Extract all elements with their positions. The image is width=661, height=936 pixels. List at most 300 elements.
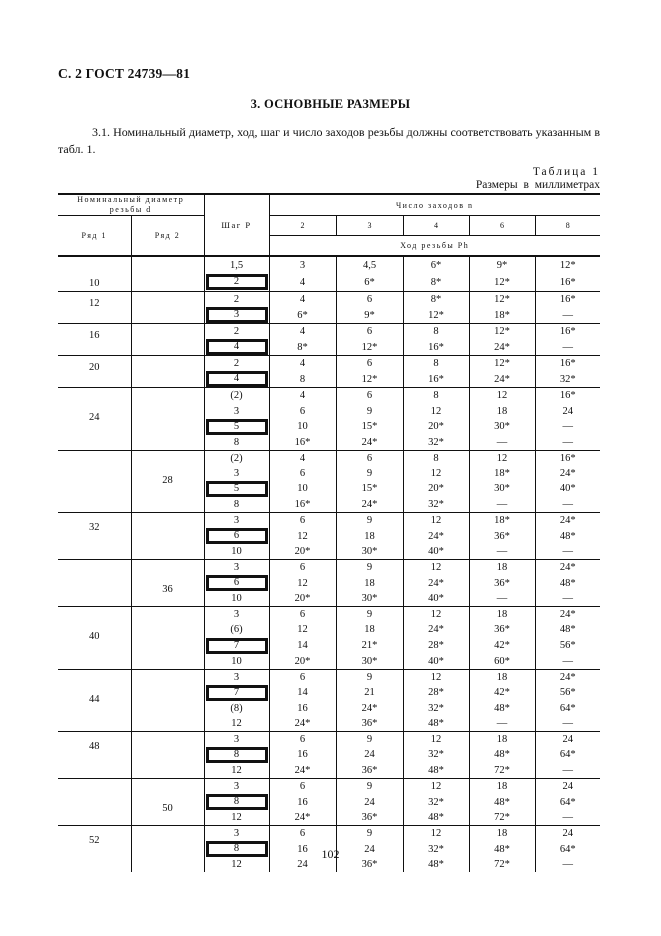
lead-cell-n4: 8* — [403, 274, 469, 292]
lead-cell-n4: 32* — [403, 794, 469, 810]
pitch-value-preferred: 5 — [206, 481, 268, 497]
lead-cell-n8: — — [535, 307, 600, 324]
table-row — [58, 512, 600, 528]
lead-cell-n2: 6 — [269, 731, 336, 747]
lead-cell-n4: 16* — [403, 339, 469, 356]
pitch-value-preferred: 7 — [206, 685, 268, 701]
diameter-row-2-cell — [131, 731, 204, 778]
paragraph-3-1: 3.1. Номинальный диаметр, ход, шаг и число заходов резьбы должны соответствовать указанным в табл. 1. — [58, 125, 600, 156]
lead-cell-n4: 16* — [403, 371, 469, 388]
lead-cell-n8: 24 — [562, 405, 573, 417]
diameter-row-2-cell — [131, 669, 204, 731]
diameter-value: 20 — [89, 362, 100, 374]
lead-cell-n2: 4 — [269, 292, 336, 308]
lead-cell-n2: 4 — [269, 356, 336, 372]
diameter-value: 48 — [89, 740, 100, 752]
lead-cell-n4: 12 — [403, 669, 469, 685]
lead-cell-n8: 24 — [562, 828, 573, 840]
lead-cell-n4: 8 — [403, 450, 469, 466]
pitch-value-preferred: 6 — [206, 575, 268, 591]
table-row — [58, 731, 600, 747]
lead-cell-n3: 9 — [336, 669, 403, 685]
lead-cell-n2: 6 — [269, 826, 336, 842]
lead-cell-n6: 18 — [469, 403, 535, 418]
lead-cell-n6: — — [469, 435, 535, 451]
lead-cell-n4: 12 — [403, 403, 469, 418]
diameter-row-1-cell — [58, 388, 131, 450]
pitch-value-preferred: 8 — [206, 794, 268, 810]
lead-cell-n3: 18 — [336, 575, 403, 591]
header-starts-2: 2 — [269, 216, 336, 236]
pitch-cell: 10 — [204, 591, 269, 607]
pitch-cell: 12 — [204, 716, 269, 732]
lead-cell-n3: 9 — [336, 826, 403, 842]
lead-cell-n3: 18 — [336, 622, 403, 637]
pitch-cell: 3 — [204, 669, 269, 685]
diameter-row-1-cell — [58, 607, 131, 669]
diameter-value: 52 — [89, 835, 100, 847]
lead-cell-n2: 6 — [269, 512, 336, 528]
lead-cell-n6: 12* — [469, 274, 535, 292]
pitch-cell: 3 — [204, 731, 269, 747]
lead-cell-n6: 30* — [469, 419, 535, 435]
lead-cell-n8: 16* — [535, 274, 600, 292]
lead-cell-n8: 16* — [559, 452, 576, 464]
lead-cell-n6: 18* — [469, 512, 535, 528]
pitch-cell: 8 — [204, 497, 269, 513]
pitch-cell: (2) — [204, 450, 269, 466]
lead-cell-n4: 12* — [403, 307, 469, 324]
table-row — [58, 669, 600, 685]
pitch-value-preferred: 8 — [206, 841, 268, 857]
lead-cell-n3: 6 — [336, 292, 403, 308]
pitch-cell: 3 — [204, 466, 269, 481]
lead-cell-n6: 24* — [469, 339, 535, 356]
lead-cell-n6: 18 — [469, 669, 535, 685]
lead-cell-n3: 15* — [336, 481, 403, 497]
table-row — [58, 560, 600, 576]
lead-cell-n3: 6 — [336, 356, 403, 372]
pitch-cell: 12 — [204, 857, 269, 872]
lead-cell-n8: 48* — [559, 530, 576, 542]
pitch-cell — [204, 794, 269, 810]
pitch-cell: 3 — [204, 512, 269, 528]
lead-cell-n2: 3 — [269, 256, 336, 274]
pitch-cell — [204, 274, 269, 292]
lead-cell-n2: 20* — [269, 654, 336, 670]
lead-cell-n4: 20* — [403, 419, 469, 435]
lead-cell-n6: 36* — [469, 528, 535, 544]
lead-cell-n8: 64* — [559, 749, 576, 761]
lead-cell-n8: 48* — [559, 624, 576, 636]
lead-cell-n8: 24 — [562, 781, 573, 793]
thread-dimensions-table — [58, 193, 600, 872]
lead-cell-n2: 24 — [269, 857, 336, 872]
pitch-cell — [204, 307, 269, 324]
diameter-row-2-cell — [131, 356, 204, 388]
lead-cell-n6: 18 — [469, 607, 535, 623]
diameter-row-1-cell — [58, 731, 131, 778]
lead-cell-n4: 48* — [403, 810, 469, 826]
table-row — [58, 356, 600, 372]
pitch-cell — [204, 528, 269, 544]
diameter-row-2-cell — [131, 256, 204, 292]
pitch-cell: 2 — [204, 356, 269, 372]
lead-cell-n2: 6 — [269, 403, 336, 418]
lead-cell-n2: 16 — [269, 747, 336, 763]
lead-cell-n8: 56* — [559, 687, 576, 699]
lead-cell-n3: 21 — [336, 685, 403, 701]
header-row-2: Ряд 2 — [131, 216, 204, 257]
lead-cell-n3: 24* — [336, 701, 403, 716]
lead-cell-n3: 9 — [336, 466, 403, 481]
lead-cell-n4: 24* — [403, 622, 469, 637]
diameter-value: 40 — [89, 631, 100, 643]
diameter-value: 32 — [89, 521, 100, 533]
pitch-cell: 3 — [204, 607, 269, 623]
lead-cell-n3: 9 — [336, 512, 403, 528]
diameter-row-2-cell — [131, 324, 204, 356]
lead-cell-n2: 24* — [269, 810, 336, 826]
lead-cell-n6: 48* — [469, 794, 535, 810]
lead-cell-n6: 12* — [469, 324, 535, 340]
lead-cell-n4: 20* — [403, 481, 469, 497]
lead-cell-n2: 8 — [269, 371, 336, 388]
lead-cell-n2: 14 — [269, 685, 336, 701]
lead-cell-n2: 6 — [269, 466, 336, 481]
pitch-value-preferred: 5 — [206, 419, 268, 435]
pitch-value-preferred: 3 — [206, 307, 268, 323]
lead-cell-n8: 12* — [559, 259, 576, 271]
table-units: Размеры в миллиметрах — [475, 179, 600, 191]
lead-cell-n8: 64* — [559, 796, 576, 808]
table-row — [58, 450, 600, 466]
lead-cell-n6: — — [469, 591, 535, 607]
lead-cell-n6: 18 — [469, 560, 535, 576]
diameter-row-2-cell — [131, 607, 204, 669]
header-starts-8: 8 — [535, 216, 600, 236]
pitch-value-preferred: 4 — [206, 339, 268, 355]
header-lead: Ход резьбы Ph — [269, 236, 600, 257]
lead-cell-n4: 40* — [403, 591, 469, 607]
lead-cell-n4: 8 — [403, 356, 469, 372]
lead-cell-n8: 16* — [559, 390, 576, 402]
lead-cell-n6: 18 — [469, 779, 535, 795]
diameter-row-2-cell — [131, 779, 204, 826]
lead-cell-n8: 16* — [559, 294, 576, 306]
lead-cell-n3: 24 — [336, 794, 403, 810]
pitch-cell: 3 — [204, 779, 269, 795]
diameter-row-2-cell — [131, 292, 204, 324]
pitch-cell: (8) — [204, 701, 269, 716]
lead-cell-n8: — — [535, 591, 600, 607]
lead-cell-n3: 4,5 — [336, 256, 403, 274]
table-row — [58, 292, 600, 308]
table-row — [58, 826, 600, 842]
lead-cell-n2: 8* — [269, 339, 336, 356]
pitch-cell: 2 — [204, 324, 269, 340]
pitch-value-preferred: 8 — [206, 747, 268, 763]
pitch-cell — [204, 371, 269, 388]
pitch-value-preferred: 7 — [206, 638, 268, 654]
header-starts-6: 6 — [469, 216, 535, 236]
lead-cell-n2: 16* — [269, 497, 336, 513]
pitch-cell: (6) — [204, 622, 269, 637]
diameter-row-1-cell — [58, 512, 131, 559]
lead-cell-n2: 16* — [269, 435, 336, 451]
lead-cell-n3: 30* — [336, 591, 403, 607]
lead-cell-n6: 48* — [469, 701, 535, 716]
lead-cell-n8: 64* — [559, 843, 576, 855]
lead-cell-n2: 6 — [269, 779, 336, 795]
lead-cell-n2: 10 — [269, 419, 336, 435]
lead-cell-n2: 6 — [269, 607, 336, 623]
lead-cell-n4: 32* — [403, 701, 469, 716]
section-title: 3. ОСНОВНЫЕ РАЗМЕРЫ — [250, 97, 411, 111]
diameter-value: 28 — [162, 474, 173, 486]
lead-cell-n6: 42* — [469, 638, 535, 654]
diameter-row-1-cell — [58, 779, 131, 826]
table-caption-block — [476, 166, 600, 192]
lead-cell-n3: 9 — [336, 560, 403, 576]
pitch-cell — [204, 685, 269, 701]
pitch-cell: 3 — [204, 560, 269, 576]
lead-cell-n6: 18 — [469, 731, 535, 747]
lead-cell-n6: 30* — [469, 481, 535, 497]
lead-cell-n4: 24* — [403, 575, 469, 591]
lead-cell-n3: 9 — [336, 607, 403, 623]
header-starts-3: 3 — [336, 216, 403, 236]
table-row — [58, 388, 600, 404]
header-starts-4: 4 — [403, 216, 469, 236]
lead-cell-n6: — — [469, 497, 535, 513]
lead-cell-n3: 15* — [336, 419, 403, 435]
diameter-value: 16 — [89, 330, 100, 342]
lead-cell-n2: 4 — [269, 324, 336, 340]
lead-cell-n2: 4 — [269, 388, 336, 404]
header-pitch: Шаг P — [204, 194, 269, 256]
diameter-row-1-cell — [58, 356, 131, 388]
lead-cell-n2: 4 — [269, 450, 336, 466]
lead-cell-n6: 72* — [469, 857, 535, 872]
table-caption: Таблица 1 — [532, 166, 600, 178]
lead-cell-n8: 24* — [559, 514, 576, 526]
diameter-value: 36 — [162, 584, 173, 596]
lead-cell-n8: — — [535, 716, 600, 732]
diameter-row-1-cell — [58, 450, 131, 512]
table-body — [58, 256, 600, 872]
lead-cell-n3: 24 — [336, 747, 403, 763]
document-header: С. 2 ГОСТ 24739—81 — [58, 66, 191, 81]
lead-cell-n6: 48* — [469, 841, 535, 857]
lead-cell-n6: 12 — [469, 450, 535, 466]
lead-cell-n2: 12 — [269, 528, 336, 544]
lead-cell-n8: 56* — [559, 640, 576, 651]
lead-cell-n6: 60* — [469, 654, 535, 670]
lead-cell-n8: — — [535, 654, 600, 670]
lead-cell-n4: 12 — [403, 826, 469, 842]
pitch-cell — [204, 419, 269, 435]
lead-cell-n3: 9 — [336, 731, 403, 747]
lead-cell-n8: 24* — [559, 609, 576, 621]
lead-cell-n2: 16 — [269, 841, 336, 857]
table-row — [58, 607, 600, 623]
lead-cell-n4: 28* — [403, 685, 469, 701]
lead-cell-n6: 12* — [469, 356, 535, 372]
lead-cell-n3: 6 — [336, 388, 403, 404]
lead-cell-n2: 6 — [269, 669, 336, 685]
lead-cell-n4: 12 — [403, 466, 469, 481]
pitch-cell: 1,5 — [204, 256, 269, 274]
lead-cell-n2: 6* — [269, 307, 336, 324]
lead-cell-n3: 6 — [336, 450, 403, 466]
lead-cell-n2: 4 — [269, 274, 336, 292]
table-row — [58, 779, 600, 795]
table-row — [58, 324, 600, 340]
header-number-of-starts: Число заходов n — [269, 194, 600, 216]
lead-cell-n8: 32* — [535, 371, 600, 388]
lead-cell-n2: 12 — [269, 622, 336, 637]
lead-cell-n3: 24* — [336, 497, 403, 513]
lead-cell-n4: 6* — [403, 256, 469, 274]
lead-cell-n3: 24* — [336, 435, 403, 451]
lead-cell-n4: 48* — [403, 857, 469, 872]
lead-cell-n2: 12 — [269, 575, 336, 591]
lead-cell-n3: 6* — [336, 274, 403, 292]
pitch-cell — [204, 747, 269, 763]
lead-cell-n8: 64* — [559, 702, 576, 714]
lead-cell-n3: 18 — [336, 528, 403, 544]
diameter-value: 50 — [162, 803, 173, 815]
lead-cell-n4: 8 — [403, 324, 469, 340]
lead-cell-n4: 12 — [403, 731, 469, 747]
lead-cell-n6: 18* — [469, 307, 535, 324]
lead-cell-n8: — — [535, 497, 600, 513]
pitch-cell: 3 — [204, 403, 269, 418]
diameter-row-1-cell — [58, 292, 131, 324]
lead-cell-n8: — — [535, 435, 600, 451]
lead-cell-n3: 21* — [336, 638, 403, 654]
lead-cell-n6: 18* — [469, 466, 535, 481]
pitch-cell: 3 — [204, 826, 269, 842]
lead-cell-n6: 48* — [469, 747, 535, 763]
diameter-row-1-cell — [58, 669, 131, 731]
pitch-value-preferred: 6 — [206, 528, 268, 544]
diameter-row-2-cell — [131, 560, 204, 607]
pitch-cell: 12 — [204, 810, 269, 826]
lead-cell-n6: 12 — [469, 388, 535, 404]
lead-cell-n6: — — [469, 716, 535, 732]
lead-cell-n8: — — [535, 763, 600, 779]
diameter-row-2-cell — [131, 512, 204, 559]
lead-cell-n4: 12 — [403, 560, 469, 576]
lead-cell-n4: 12 — [403, 779, 469, 795]
lead-cell-n2: 16 — [269, 701, 336, 716]
pitch-cell: (2) — [204, 388, 269, 404]
diameter-value: 10 — [89, 278, 100, 290]
lead-cell-n8: 16* — [559, 358, 576, 370]
lead-cell-n2: 14 — [269, 638, 336, 654]
lead-cell-n2: 20* — [269, 591, 336, 607]
lead-cell-n8: 24* — [559, 467, 576, 479]
lead-cell-n6: 9* — [469, 256, 535, 274]
pitch-cell: 8 — [204, 435, 269, 451]
lead-cell-n2: 20* — [269, 544, 336, 560]
lead-cell-n2: 10 — [269, 481, 336, 497]
lead-cell-n4: 40* — [403, 654, 469, 670]
lead-cell-n4: 32* — [403, 497, 469, 513]
pitch-value-preferred: 2 — [206, 274, 268, 290]
lead-cell-n6: 72* — [469, 810, 535, 826]
diameter-value: 12 — [89, 298, 100, 310]
lead-cell-n3: 9 — [336, 403, 403, 418]
diameter-row-2-cell — [131, 388, 204, 450]
lead-cell-n3: 24 — [336, 841, 403, 857]
lead-cell-n4: 40* — [403, 544, 469, 560]
lead-cell-n4: 28* — [403, 638, 469, 654]
lead-cell-n8: — — [535, 810, 600, 826]
lead-cell-n6: 72* — [469, 763, 535, 779]
diameter-row-1-cell — [58, 324, 131, 356]
pitch-cell: 12 — [204, 763, 269, 779]
diameter-row-1-cell — [58, 560, 131, 607]
diameter-row-2-cell — [131, 450, 204, 512]
lead-cell-n2: 16 — [269, 794, 336, 810]
lead-cell-n2: 24* — [269, 763, 336, 779]
diameter-value: 44 — [89, 693, 100, 705]
pitch-value-preferred: 4 — [206, 371, 268, 387]
page-number: 102 — [321, 847, 340, 861]
lead-cell-n8: — — [535, 339, 600, 356]
lead-cell-n3: 9* — [336, 307, 403, 324]
lead-cell-n8: 24 — [562, 733, 573, 745]
table-row — [58, 256, 600, 274]
lead-cell-n6: 18 — [469, 826, 535, 842]
pitch-cell — [204, 638, 269, 654]
pitch-cell: 10 — [204, 544, 269, 560]
lead-cell-n3: 12* — [336, 339, 403, 356]
lead-cell-n4: 48* — [403, 763, 469, 779]
lead-cell-n8: — — [562, 421, 573, 433]
lead-cell-n4: 32* — [403, 841, 469, 857]
lead-cell-n8: 24* — [559, 671, 576, 683]
lead-cell-n3: 30* — [336, 654, 403, 670]
lead-cell-n3: 36* — [336, 763, 403, 779]
lead-cell-n3: 6 — [336, 324, 403, 340]
pitch-cell — [204, 481, 269, 497]
lead-cell-n8: 48* — [559, 577, 576, 589]
lead-cell-n4: 48* — [403, 716, 469, 732]
lead-cell-n3: 36* — [336, 716, 403, 732]
lead-cell-n6: — — [469, 544, 535, 560]
lead-cell-n2: 24* — [269, 716, 336, 732]
lead-cell-n8: — — [562, 859, 573, 871]
lead-cell-n4: 12 — [403, 607, 469, 623]
pitch-cell — [204, 339, 269, 356]
lead-cell-n4: 32* — [403, 435, 469, 451]
diameter-value: 24 — [89, 412, 100, 424]
lead-cell-n3: 30* — [336, 544, 403, 560]
lead-cell-n3: 12* — [336, 371, 403, 388]
lead-cell-n4: 8* — [403, 292, 469, 308]
lead-cell-n6: 36* — [469, 622, 535, 637]
lead-cell-n3: 36* — [336, 810, 403, 826]
header-nominal-diameter: Номинальный диаметр резьбы d — [58, 194, 204, 216]
lead-cell-n4: 12 — [403, 512, 469, 528]
lead-cell-n6: 42* — [469, 685, 535, 701]
pitch-cell: 2 — [204, 292, 269, 308]
header-row-1: Ряд 1 — [58, 216, 131, 257]
